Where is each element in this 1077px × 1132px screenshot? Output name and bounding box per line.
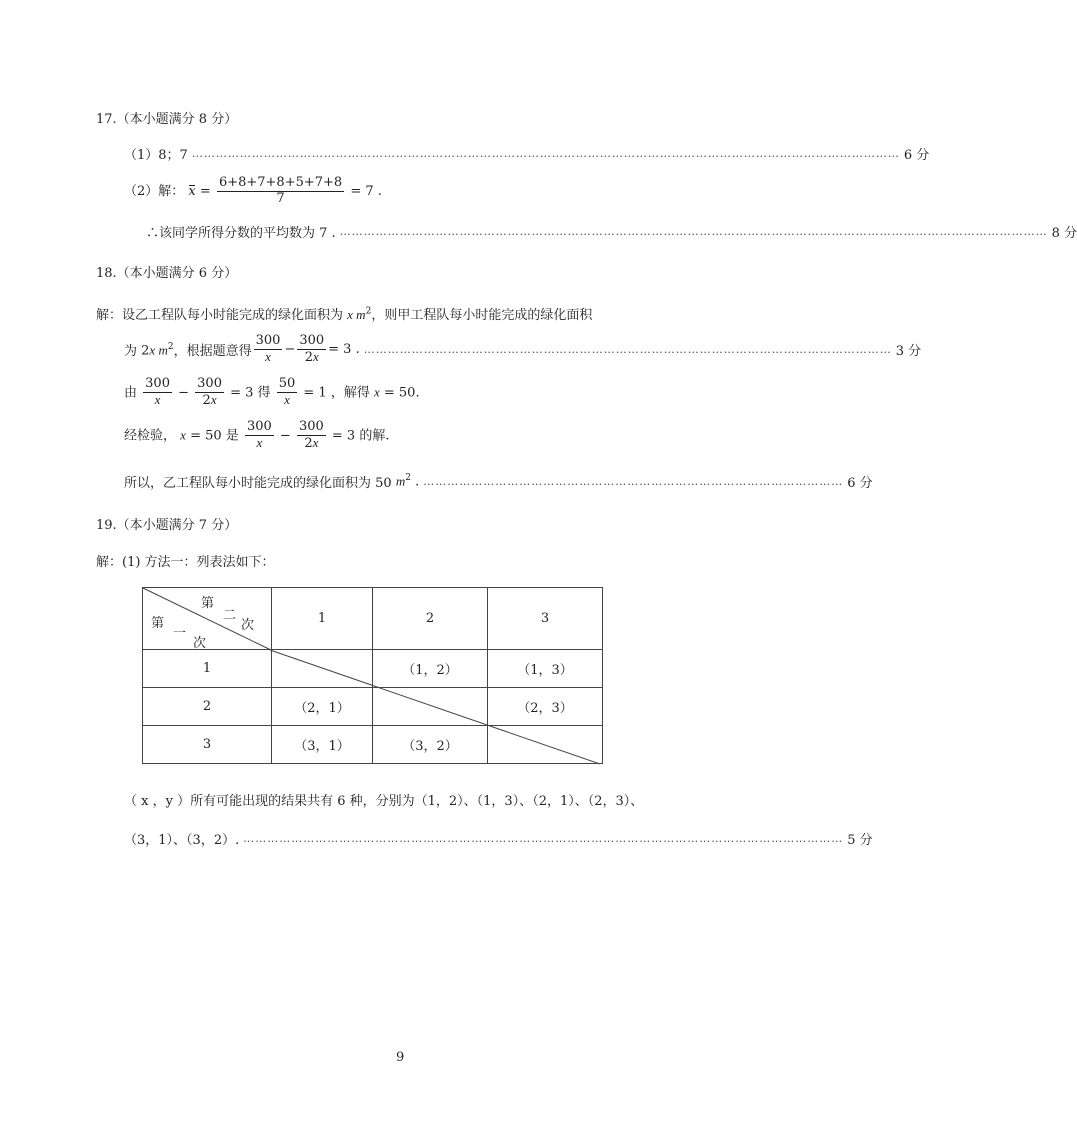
q17-part1-score: 6 分 <box>903 148 930 163</box>
row-header: 3 <box>143 726 272 764</box>
equation-fraction: $\frac{300}{2x}$ <box>299 333 325 365</box>
leader-dots: …………………………………………………………………………………………………………………… <box>363 343 892 357</box>
row-header: 2 <box>143 688 272 726</box>
q18-header: 18.（本小题满分 6 分） <box>96 266 238 281</box>
leader-dots: …………………………………………………………………………………………………………………………………………………………… <box>339 225 1048 238</box>
equation-fraction: $\frac{300}{x}$ <box>255 333 281 364</box>
q18-l2b: ，根据题意得 <box>173 344 252 360</box>
q17-part1: （1）8；7 <box>124 148 188 163</box>
equation-fraction: $\frac{300}{x}$ <box>145 376 170 407</box>
col-header: 3 <box>488 588 603 650</box>
q18-l3b: = 3 得 <box>230 385 271 401</box>
leader-dots: …………………………………………………………………………………………… <box>423 475 844 488</box>
q18-line5: 所以，乙工程队每小时能完成的绿化面积为 50 $m^2$ . …………………………………………………………………………………………… 6 分 <box>124 473 873 491</box>
x-bar-symbol: x <box>188 183 196 199</box>
q19-result-line2 <box>124 829 873 848</box>
corner-second-2: 二 <box>223 608 237 623</box>
q17-conclusion-score: 8 分 <box>1051 226 1077 241</box>
q18-l5-score: 6 分 <box>847 476 873 491</box>
equation-fraction: $\frac{300}{2x}$ <box>298 419 324 451</box>
q18-l2c: = 3 . <box>328 342 360 358</box>
table-cell: （2，3） <box>488 688 603 726</box>
q18-l3c: = 1 ，解得 <box>303 385 370 401</box>
q19-result-line1: （ x ，y ）所有可能出现的结果共有 6 种，分别为（1，2）、（1，3）、（2，1）、（2，3）、 <box>124 794 644 809</box>
table-cell: （3，1） <box>272 726 373 764</box>
q18-l1a: 解：设乙工程队每小时能完成的绿化面积为 <box>96 308 344 323</box>
equation-fraction: $\frac{300}{x}$ <box>246 419 272 450</box>
leader-dots: …………………………………………………………………………………………………………………………………………………………… <box>191 147 900 160</box>
q18-l2-score: 3 分 <box>895 344 922 360</box>
q18-l3a: 由 <box>124 385 138 401</box>
q17-part2-label: （2）解： <box>124 183 185 199</box>
q19-intro: 解：(1) 方法一：列表法如下： <box>96 555 275 570</box>
q18-line4: 经检验， x = 50 是 $\frac{300}{x}$ − $\frac{300}{2x}$ = 3 的解. <box>124 419 390 451</box>
q18-line3: 由 $\frac{300}{x}$ − $\frac{300}{2x}$ = 3 得 $\frac{50}{x}$ = 1 ，解得 x = 50. <box>124 376 420 408</box>
q17-conclusion: ∴该同学所得分数的平均数为 7 . <box>146 226 336 241</box>
table-header-corner <box>143 588 272 650</box>
q18-line1: 解：设乙工程队每小时能完成的绿化面积为 x $m^2$，则甲工程队每小时能完成的绿化面积 <box>96 306 593 323</box>
row-header: 1 <box>143 650 272 688</box>
q17-mean-fraction <box>217 176 344 207</box>
q17-part2-line: （2）解： x = $\frac{6+8+7+8+5+7+8}{7}$ = 7 . <box>124 175 382 206</box>
table-cell: （3，2） <box>373 726 488 764</box>
col-header: 2 <box>373 588 488 650</box>
q19-result-score: 5 分 <box>847 833 873 848</box>
q17-header: 17.（本小题满分 8 分） <box>96 112 238 127</box>
corner-first-1: 第 <box>151 616 165 631</box>
table-diagonal-line <box>270 650 600 764</box>
table-cell: （1，2） <box>373 650 488 688</box>
q18-l4a: 经检验， <box>124 428 177 444</box>
q17-mean-denominator: 7 <box>276 190 285 206</box>
q18-l2a: 为 <box>124 344 138 360</box>
q18-l1b: ，则甲工程队每小时能完成的绿化面积 <box>371 308 593 323</box>
corner-first-3: 次 <box>193 636 207 651</box>
q18-line2: 为 2x $m^2$ ，根据题意得 $\frac{300}{x}$ − $\frac{300}{2x}$ = 3 . …………………………………………………………………………………………………………………… 3 分 <box>124 333 922 365</box>
corner-first-2: 一 <box>173 626 187 641</box>
q18-l5: 所以，乙工程队每小时能完成的绿化面积为 50 <box>124 476 392 491</box>
q17-part1-line <box>124 144 930 163</box>
equation-fraction: $\frac{50}{x}$ <box>278 376 296 407</box>
table-cell: （1，3） <box>488 650 603 688</box>
q18-l4b: 是 <box>225 428 239 444</box>
col-header: 1 <box>272 588 373 650</box>
q19-result2: （3，1）、（3，2）. <box>124 833 240 848</box>
q17-mean-result: = 7 . <box>350 183 382 199</box>
equation-fraction: $\frac{300}{2x}$ <box>197 376 222 408</box>
page-number: 9 <box>396 1050 405 1065</box>
q19-header: 19.（本小题满分 7 分） <box>96 518 238 533</box>
q18-l4c: = 3 的解. <box>331 428 390 444</box>
q17-mean-numerator: 6+8+7+8+5+7+8 <box>218 175 343 190</box>
corner-second-1: 第 <box>201 596 215 611</box>
q17-conclusion-line <box>146 222 1077 241</box>
q18-l3d: . <box>415 385 420 401</box>
leader-dots: …………………………………………………………………………………………………………………………………… <box>243 832 844 845</box>
table-cell: （2，1） <box>272 688 373 726</box>
corner-second-3: 次 <box>241 618 255 633</box>
